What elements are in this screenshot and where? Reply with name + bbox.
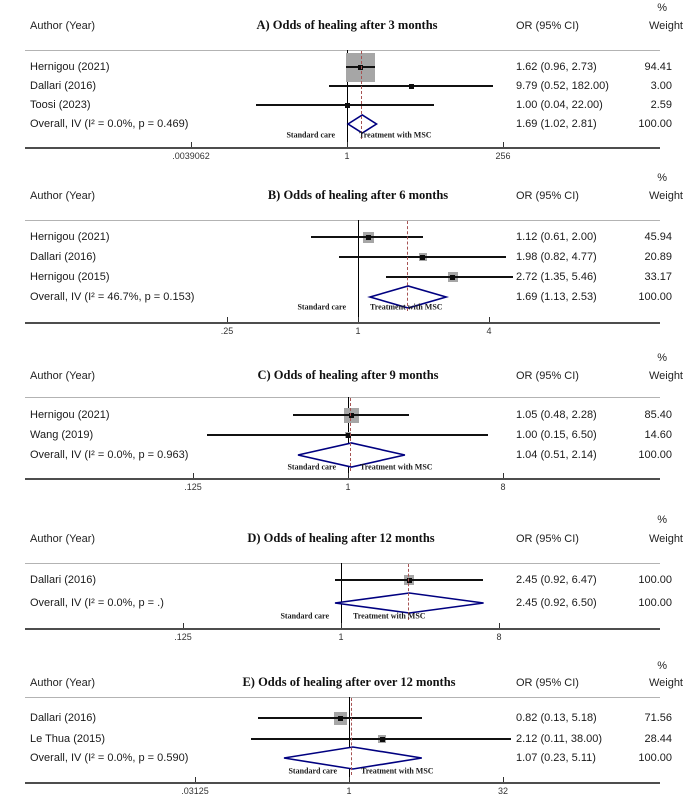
column-header-weight: Weight (648, 19, 683, 32)
column-header-or-ci: OR (95% CI) (516, 532, 579, 545)
x-axis-tick (349, 777, 350, 782)
x-axis-tick-label: 32 (497, 786, 508, 796)
weight-value: 45.94 (644, 230, 672, 243)
or-ci-value: 9.79 (0.52, 182.00) (516, 79, 609, 92)
x-axis-tick-label: .03125 (181, 786, 209, 796)
weight-value: 3.00 (650, 79, 672, 92)
column-header-author: Author (Year) (30, 189, 96, 202)
or-ci-value: 1.00 (0.04, 22.00) (516, 98, 603, 111)
column-header-author: Author (Year) (30, 19, 96, 32)
column-header-or-ci: OR (95% CI) (516, 19, 579, 32)
x-axis-tick-label: .25 (220, 326, 234, 336)
weight-value: 33.17 (644, 270, 672, 283)
x-axis-tick (503, 142, 504, 147)
x-axis-tick-label: 1 (346, 786, 352, 796)
column-header-or-ci: OR (95% CI) (516, 676, 579, 689)
overall-weight-value: 100.00 (638, 751, 672, 764)
or-ci-value: 2.45 (0.92, 6.47) (516, 573, 597, 586)
x-axis-tick-label: 256 (495, 151, 511, 161)
overall-or-ci-value: 1.69 (1.13, 2.53) (516, 290, 597, 303)
x-axis-tick (227, 317, 228, 322)
overall-weight-value: 100.00 (638, 290, 672, 303)
favors-left-label: Standard care (280, 611, 329, 621)
study-author-label: Dallari (2016) (30, 79, 97, 92)
x-axis-tick-label: 8 (500, 482, 506, 492)
overall-weight-value: 100.00 (638, 117, 672, 130)
panel-title: C) Odds of healing after 9 months (257, 368, 439, 383)
panel-title: D) Odds of healing after 12 months (247, 531, 435, 546)
x-axis-tick-label: .125 (184, 482, 202, 492)
weight-value: 20.89 (644, 250, 672, 263)
x-axis-tick (348, 473, 349, 478)
x-axis-tick-label: .0039062 (172, 151, 210, 161)
column-header-weight: Weight (648, 189, 683, 202)
favors-right-label: Treatment with MSC (359, 130, 432, 140)
overall-estimate-dashed-line (407, 221, 408, 311)
study-author-label: Hernigou (2021) (30, 408, 110, 421)
panel-title: B) Odds of healing after 6 months (267, 188, 449, 203)
study-author-label: Dallari (2016) (30, 711, 97, 724)
overall-label: Overall, IV (I² = 0.0%, p = 0.963) (30, 448, 189, 461)
point-estimate-marker (366, 235, 371, 240)
overall-or-ci-value: 1.07 (0.23, 5.11) (516, 751, 596, 764)
forest-panel-a (0, 0, 697, 170)
overall-or-ci-value: 1.04 (0.51, 2.14) (516, 448, 597, 461)
x-axis-tick-label: .125 (174, 632, 192, 642)
or-ci-value: 1.05 (0.48, 2.28) (516, 408, 597, 421)
weight-value: 71.56 (644, 711, 672, 724)
or-ci-value: 1.98 (0.82, 4.77) (516, 250, 597, 263)
x-axis-tick (503, 777, 504, 782)
study-author-label: Dallari (2016) (30, 250, 97, 263)
favors-left-label: Standard care (287, 462, 336, 472)
percent-sign: % (657, 2, 667, 14)
point-estimate-marker (409, 84, 414, 89)
x-axis-tick-label: 1 (355, 326, 361, 336)
forest-panel-c (0, 340, 697, 500)
x-axis-tick (358, 317, 359, 322)
weight-value: 94.41 (644, 60, 672, 73)
favors-right-label: Treatment with MSC (353, 611, 426, 621)
x-axis-line (25, 628, 660, 630)
header-separator-line (25, 563, 660, 564)
x-axis-tick (195, 777, 196, 782)
favors-left-label: Standard care (286, 130, 335, 140)
or-ci-value: 0.82 (0.13, 5.18) (516, 711, 597, 724)
study-author-label: Hernigou (2015) (30, 270, 110, 283)
weight-value: 85.40 (644, 408, 672, 421)
study-author-label: Dallari (2016) (30, 573, 97, 586)
x-axis-tick (341, 623, 342, 628)
x-axis-tick (183, 623, 184, 628)
percent-sign: % (657, 514, 667, 526)
forest-panel-e (0, 658, 697, 805)
column-header-author: Author (Year) (30, 369, 96, 382)
forest-panel-d (0, 500, 697, 658)
panel-title: A) Odds of healing after 3 months (256, 18, 438, 33)
overall-weight-value: 100.00 (638, 596, 672, 609)
weight-value: 100.00 (638, 573, 672, 586)
overall-estimate-dashed-line (361, 51, 362, 139)
or-ci-value: 1.62 (0.96, 2.73) (516, 60, 597, 73)
favors-left-label: Standard care (288, 766, 337, 776)
or-ci-value: 1.00 (0.15, 6.50) (516, 428, 597, 441)
weight-value: 2.59 (650, 98, 672, 111)
header-separator-line (25, 50, 660, 51)
x-axis-line (25, 782, 660, 784)
study-author-label: Hernigou (2021) (30, 60, 110, 73)
point-estimate-marker (420, 255, 425, 260)
column-header-weight: Weight (648, 676, 683, 689)
or-ci-value: 1.12 (0.61, 2.00) (516, 230, 597, 243)
x-axis-tick (347, 142, 348, 147)
column-header-or-ci: OR (95% CI) (516, 369, 579, 382)
overall-estimate-dashed-line (350, 398, 351, 471)
weight-value: 14.60 (644, 428, 672, 441)
study-author-label: Wang (2019) (30, 428, 94, 441)
column-header-weight: Weight (648, 532, 683, 545)
column-header-author: Author (Year) (30, 676, 96, 689)
column-header-author: Author (Year) (30, 532, 96, 545)
point-estimate-marker (345, 103, 350, 108)
overall-label: Overall, IV (I² = 46.7%, p = 0.153) (30, 290, 195, 303)
overall-weight-value: 100.00 (638, 448, 672, 461)
overall-label: Overall, IV (I² = 0.0%, p = 0.469) (30, 117, 189, 130)
percent-sign: % (657, 352, 667, 364)
column-header-weight: Weight (648, 369, 683, 382)
header-separator-line (25, 697, 660, 698)
x-axis-tick-label: 4 (486, 326, 492, 336)
panel-title: E) Odds of healing after over 12 months (242, 675, 456, 690)
x-axis-tick (503, 473, 504, 478)
overall-or-ci-value: 1.69 (1.02, 2.81) (516, 117, 597, 130)
x-axis-tick (489, 317, 490, 322)
column-header-or-ci: OR (95% CI) (516, 189, 579, 202)
x-axis-tick-label: 1 (338, 632, 344, 642)
x-axis-line (25, 322, 660, 324)
percent-sign: % (657, 172, 667, 184)
study-author-label: Le Thua (2015) (30, 732, 106, 745)
overall-estimate-dashed-line (351, 698, 352, 775)
or-ci-value: 2.72 (1.35, 5.46) (516, 270, 597, 283)
x-axis-tick (191, 142, 192, 147)
overall-label: Overall, IV (I² = 0.0%, p = .) (30, 596, 164, 609)
favors-right-label: Treatment with MSC (361, 766, 434, 776)
or-ci-value: 2.12 (0.11, 38.00) (516, 732, 603, 745)
favors-right-label: Treatment with MSC (370, 302, 443, 312)
percent-sign: % (657, 660, 667, 672)
overall-or-ci-value: 2.45 (0.92, 6.50) (516, 596, 597, 609)
x-axis-tick-label: 1 (344, 151, 350, 161)
x-axis-tick-label: 1 (345, 482, 351, 492)
header-separator-line (25, 397, 660, 398)
study-author-label: Toosi (2023) (30, 98, 91, 111)
overall-label: Overall, IV (I² = 0.0%, p = 0.590) (30, 751, 189, 764)
point-estimate-marker (380, 737, 385, 742)
point-estimate-marker (450, 275, 455, 280)
weight-value: 28.44 (644, 732, 672, 745)
x-axis-tick-label: 8 (496, 632, 502, 642)
header-separator-line (25, 220, 660, 221)
x-axis-tick (499, 623, 500, 628)
study-author-label: Hernigou (2021) (30, 230, 110, 243)
x-axis-tick (193, 473, 194, 478)
x-axis-line (25, 147, 660, 149)
favors-right-label: Treatment with MSC (360, 462, 433, 472)
point-estimate-marker (338, 716, 343, 721)
x-axis-line (25, 478, 660, 480)
forest-panel-b (0, 170, 697, 340)
favors-left-label: Standard care (297, 302, 346, 312)
